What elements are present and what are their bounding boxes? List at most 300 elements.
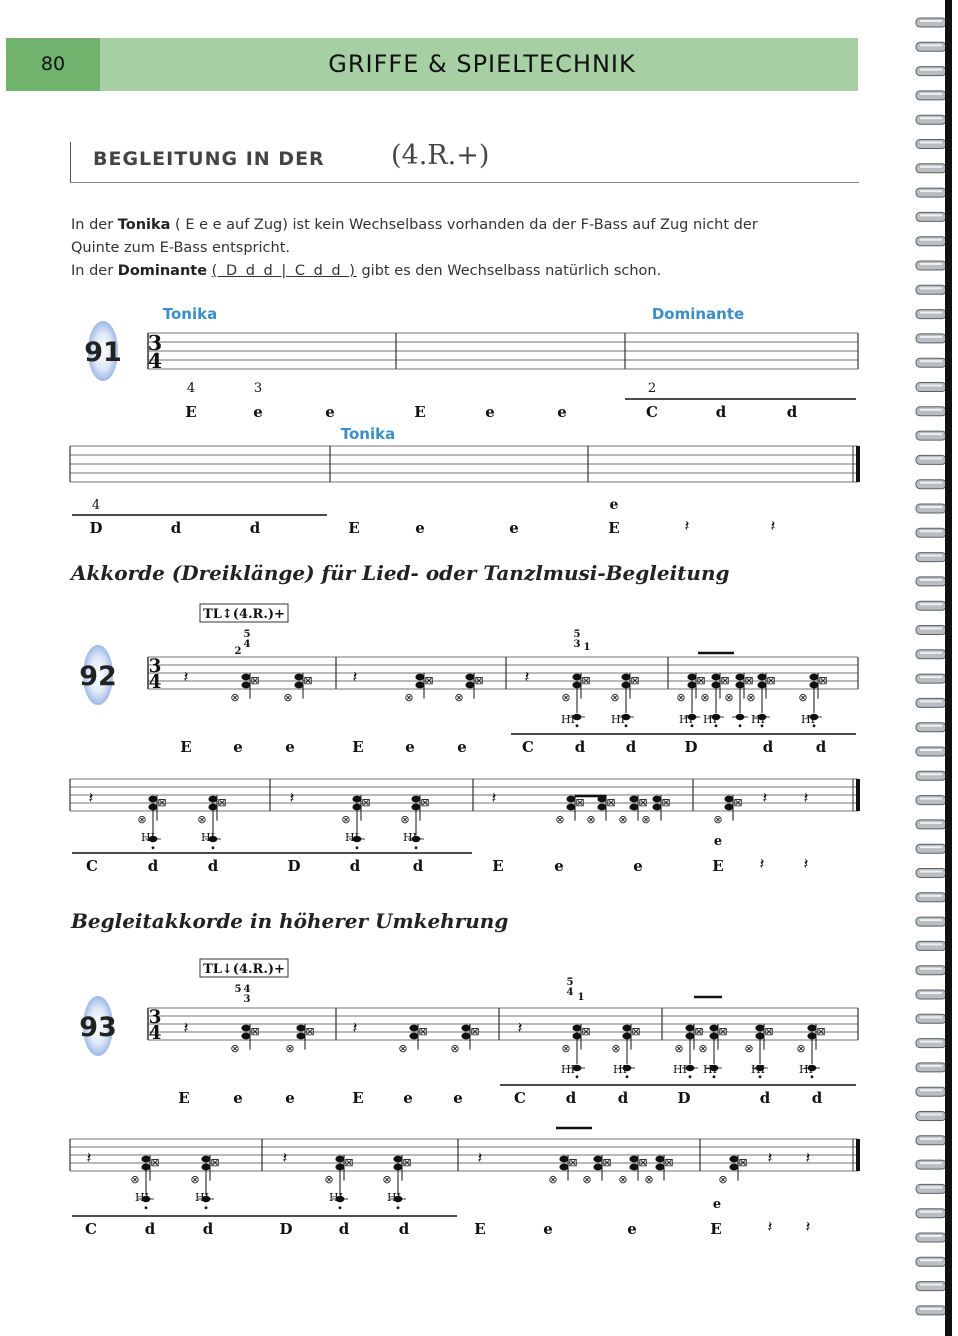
hi-label: HI — [751, 1063, 765, 1076]
finger-number: 5 — [243, 629, 251, 640]
time-signature-bottom: 4 — [147, 349, 163, 373]
svg-text:⊠: ⊠ — [568, 1156, 578, 1169]
rest-symbol: 𝄽 — [282, 1148, 288, 1167]
rest-symbol: 𝄽 — [803, 854, 809, 873]
spiral-ring — [916, 237, 946, 246]
svg-text:⊗: ⊗ — [796, 1042, 806, 1055]
bass-label: E — [608, 519, 620, 537]
svg-text:⊠: ⊠ — [420, 796, 430, 809]
chord-note — [230, 673, 259, 704]
rest-symbol: 𝄽 — [352, 667, 358, 686]
bass-label: d — [625, 738, 637, 756]
bass-label: e — [453, 1089, 463, 1107]
spiral-ring — [916, 480, 946, 489]
track-number: 93 — [79, 1012, 117, 1043]
rest-symbol: 𝄽 — [770, 516, 776, 535]
intro-line-2: Quinte zum E-Bass entspricht. — [71, 240, 291, 256]
track-number: 92 — [79, 661, 117, 692]
finger-number: 4 — [186, 381, 196, 396]
bass-label: d — [338, 1220, 350, 1238]
hi-label: HI — [679, 713, 693, 726]
spiral-ring — [916, 747, 946, 756]
svg-text:⊗: ⊗ — [718, 1173, 728, 1186]
finger-number: 5 — [573, 629, 581, 640]
bass-label: E — [185, 403, 197, 421]
svg-text:⊗: ⊗ — [130, 1173, 140, 1186]
spiral-ring — [916, 67, 946, 76]
svg-text:⊗: ⊗ — [548, 1173, 558, 1186]
hi-label: HI — [751, 713, 765, 726]
time-signature-top: 3 — [148, 1007, 162, 1028]
hi-label: HI — [345, 831, 359, 844]
hi-label: HI — [801, 713, 815, 726]
spiral-ring — [916, 698, 946, 707]
svg-text:⊠: ⊠ — [664, 1156, 674, 1169]
bass-label: d — [786, 403, 798, 421]
rest-symbol: 𝄽 — [477, 1148, 483, 1167]
spiral-ring — [916, 577, 946, 586]
bass-label: D — [279, 1220, 293, 1238]
spiral-ring — [916, 650, 946, 659]
bass-label: d — [144, 1220, 156, 1238]
svg-text:⊠: ⊠ — [720, 674, 730, 687]
staff-91-row1 — [148, 333, 858, 369]
svg-text:⊠: ⊠ — [305, 1025, 315, 1038]
svg-text:⊗: ⊗ — [285, 1042, 295, 1055]
spiral-ring — [916, 869, 946, 878]
chord-note — [555, 795, 584, 826]
bass-label: e — [554, 857, 564, 875]
finger-number: 3 — [253, 381, 263, 396]
bass-label: d — [617, 1089, 629, 1107]
bass-label: e — [233, 738, 243, 756]
spiral-ring — [916, 504, 946, 513]
hi-label: HI — [329, 1191, 343, 1204]
svg-text:⊗: ⊗ — [744, 1042, 754, 1055]
final-barline — [856, 446, 860, 482]
spiral-ring — [916, 334, 946, 343]
bass-label-e: e — [609, 497, 619, 513]
bass-label: e — [285, 1089, 295, 1107]
svg-text:⊗: ⊗ — [230, 691, 240, 704]
bass-label: E — [352, 1089, 364, 1107]
svg-text:⊗: ⊗ — [724, 691, 734, 704]
spiral-ring — [916, 1087, 946, 1096]
svg-text:⊗: ⊗ — [610, 691, 620, 704]
svg-text:⊗: ⊗ — [674, 1042, 684, 1055]
spiral-ring — [916, 1209, 946, 1218]
intro-line-3: In der Dominante ( D d d | C d d ) gibt es den Wechselbass natürlich schon. — [71, 263, 662, 279]
spiral-ring — [916, 820, 946, 829]
rest-symbol: 𝄽 — [767, 1217, 773, 1236]
bass-label: d — [398, 1220, 410, 1238]
bass-label: E — [712, 857, 724, 875]
chord-note — [450, 1024, 479, 1055]
finger-number: 4 — [566, 987, 574, 998]
svg-text:⊠: ⊠ — [150, 1156, 160, 1169]
spiral-ring — [916, 358, 946, 367]
svg-text:⊗: ⊗ — [400, 813, 410, 826]
spiral-ring — [916, 261, 946, 270]
bass-label: d — [815, 738, 827, 756]
chord-note — [718, 1155, 747, 1186]
svg-text:⊠: ⊠ — [602, 1156, 612, 1169]
spiral-ring — [916, 455, 946, 464]
svg-text:⊗: ⊗ — [324, 1173, 334, 1186]
svg-text:⊠: ⊠ — [694, 1025, 704, 1038]
svg-text:⊠: ⊠ — [581, 674, 591, 687]
svg-text:⊗: ⊗ — [644, 1173, 654, 1186]
svg-text:⊗: ⊗ — [450, 1042, 460, 1055]
bass-label: e — [627, 1220, 637, 1238]
spiral-ring — [916, 1184, 946, 1193]
finger-number: 3 — [573, 639, 581, 650]
spiral-ring — [916, 310, 946, 319]
svg-text:⊠: ⊠ — [816, 1025, 826, 1038]
spiral-ring — [916, 1306, 946, 1315]
spiral-ring — [916, 1039, 946, 1048]
spiral-ring — [916, 140, 946, 149]
staff-91-row2 — [70, 446, 858, 482]
rest-symbol: 𝄽 — [86, 1148, 92, 1167]
finger-number: 4 — [243, 639, 251, 650]
svg-text:⊗: ⊗ — [798, 691, 808, 704]
svg-text:⊗: ⊗ — [190, 1173, 200, 1186]
spiral-ring — [916, 18, 946, 27]
chord-note — [230, 1024, 259, 1055]
bass-label-e: e — [712, 1197, 722, 1212]
svg-text:⊠: ⊠ — [718, 1025, 728, 1038]
svg-text:⊠: ⊠ — [581, 1025, 591, 1038]
svg-text:⊗: ⊗ — [341, 813, 351, 826]
hi-label: HI — [799, 1063, 813, 1076]
spiral-ring — [916, 42, 946, 51]
spiral-ring — [916, 164, 946, 173]
spiral-ring — [916, 115, 946, 124]
chord-note — [582, 1155, 611, 1186]
bass-label: d — [811, 1089, 823, 1107]
rest-symbol: 𝄽 — [183, 1018, 189, 1037]
bass-label: C — [514, 1089, 526, 1107]
finger-number: 2 — [647, 381, 657, 396]
hi-label: HI — [141, 831, 155, 844]
spiral-ring — [916, 941, 946, 950]
svg-text:⊗: ⊗ — [283, 691, 293, 704]
hi-label: HI — [387, 1191, 401, 1204]
svg-text:⊠: ⊠ — [361, 796, 371, 809]
finger-number: 2 — [234, 646, 242, 657]
hi-label: HI — [201, 831, 215, 844]
spiral-ring — [916, 674, 946, 683]
spiral-ring — [916, 1136, 946, 1145]
spiral-ring — [916, 553, 946, 562]
bass-label: d — [202, 1220, 214, 1238]
chord-note — [454, 673, 483, 704]
svg-text:⊠: ⊠ — [157, 796, 167, 809]
label-dominante: Dominante — [651, 305, 745, 323]
spiral-ring — [916, 1160, 946, 1169]
spiral-ring — [916, 1063, 946, 1072]
time-signature-top: 3 — [148, 656, 162, 677]
spiral-ring — [916, 1282, 946, 1291]
rest-symbol: 𝄽 — [352, 1018, 358, 1037]
svg-text:⊠: ⊠ — [696, 674, 706, 687]
rest-symbol: 𝄽 — [805, 1217, 811, 1236]
svg-text:⊗: ⊗ — [197, 813, 207, 826]
svg-text:⊠: ⊠ — [766, 674, 776, 687]
bass-label: e — [509, 519, 519, 537]
bass-label: C — [522, 738, 534, 756]
svg-text:⊠: ⊠ — [738, 1156, 748, 1169]
svg-text:⊠: ⊠ — [250, 1025, 260, 1038]
rest-symbol: 𝄽 — [289, 788, 295, 807]
spiral-ring — [916, 966, 946, 975]
spiral-ring — [916, 407, 946, 416]
chord-note — [713, 795, 742, 826]
svg-text:⊠: ⊠ — [744, 674, 754, 687]
final-barline — [856, 779, 860, 811]
svg-text:⊗: ⊗ — [746, 691, 756, 704]
spiral-ring — [916, 893, 946, 902]
spiral-ring — [916, 917, 946, 926]
label-tonika: Tonika — [162, 305, 218, 323]
hi-label: HI — [613, 1063, 627, 1076]
bass-label: d — [574, 738, 586, 756]
bass-label: E — [178, 1089, 190, 1107]
svg-text:⊗: ⊗ — [676, 691, 686, 704]
rest-symbol: 𝄽 — [491, 788, 497, 807]
svg-text:⊗: ⊗ — [713, 813, 723, 826]
svg-text:⊠: ⊠ — [217, 796, 227, 809]
section-title-prefix: BEGLEITUNG IN DER — [93, 148, 325, 170]
spiral-ring — [916, 431, 946, 440]
track-number: 91 — [84, 337, 122, 368]
svg-text:⊠: ⊠ — [210, 1156, 220, 1169]
svg-text:⊠: ⊠ — [733, 796, 743, 809]
bass-label: C — [85, 1220, 97, 1238]
spiral-ring — [916, 844, 946, 853]
bass-label: E — [348, 519, 360, 537]
rest-symbol: 𝄽 — [803, 788, 809, 807]
bass-label: E — [492, 857, 504, 875]
spiral-ring — [916, 1014, 946, 1023]
chord-note — [283, 673, 312, 704]
page-edge — [945, 0, 952, 1336]
bass-label: d — [412, 857, 424, 875]
bass-label: e — [233, 1089, 243, 1107]
chord-note — [586, 795, 615, 826]
bass-label: d — [565, 1089, 577, 1107]
chord-note — [644, 1155, 673, 1186]
bass-label: d — [170, 519, 182, 537]
bass-label: d — [207, 857, 219, 875]
spiral-ring — [916, 528, 946, 537]
bass-label: E — [710, 1220, 722, 1238]
bass-label: D — [89, 519, 103, 537]
svg-text:⊗: ⊗ — [641, 813, 651, 826]
hi-label: HI — [703, 1063, 717, 1076]
finger-number: 4 — [91, 498, 101, 513]
finger-number: 1 — [577, 992, 585, 1003]
section-title-suffix: (4.R.+) — [391, 140, 490, 171]
svg-text:⊠: ⊠ — [250, 674, 260, 687]
svg-text:⊠: ⊠ — [418, 1025, 428, 1038]
bass-label: d — [762, 738, 774, 756]
bass-label: e — [325, 403, 335, 421]
svg-text:⊠: ⊠ — [470, 1025, 480, 1038]
svg-text:⊠: ⊠ — [474, 674, 484, 687]
label-tonika-2: Tonika — [340, 425, 396, 443]
svg-text:⊗: ⊗ — [230, 1042, 240, 1055]
subtitle-chords: Akkorde (Dreiklänge) für Lied- oder Tanzlmusi-Begleitung — [71, 561, 730, 585]
cd-track-badge — [79, 645, 117, 705]
svg-text:⊠: ⊠ — [661, 796, 671, 809]
bass-label: e — [403, 1089, 413, 1107]
spiral-ring — [916, 796, 946, 805]
spiral-ring — [916, 285, 946, 294]
bass-label: d — [349, 857, 361, 875]
spiral-ring — [916, 212, 946, 221]
hi-label: HI — [135, 1191, 149, 1204]
svg-text:⊗: ⊗ — [561, 1042, 571, 1055]
rest-symbol: 𝄽 — [759, 854, 765, 873]
cd-track-badge — [79, 996, 117, 1056]
svg-text:⊗: ⊗ — [586, 813, 596, 826]
bass-label: C — [646, 403, 658, 421]
page-number: 80 — [6, 38, 100, 91]
hi-label: HI — [611, 713, 625, 726]
time-signature-bottom: 4 — [148, 672, 162, 693]
bass-label: e — [457, 738, 467, 756]
bass-label: e — [485, 403, 495, 421]
svg-text:⊗: ⊗ — [137, 813, 147, 826]
hi-label: HI — [561, 713, 575, 726]
svg-text:⊠: ⊠ — [402, 1156, 412, 1169]
bass-label: e — [415, 519, 425, 537]
registration-label: TL↓(4.R.)+ — [203, 962, 285, 977]
spiral-ring — [916, 1257, 946, 1266]
rest-symbol: 𝄽 — [762, 788, 768, 807]
chord-note — [398, 1024, 427, 1055]
bass-label: e — [253, 403, 263, 421]
svg-text:⊠: ⊠ — [638, 796, 648, 809]
bass-label: d — [249, 519, 261, 537]
chord-note — [548, 1155, 577, 1186]
hi-label: HI — [673, 1063, 687, 1076]
rest-symbol: 𝄽 — [183, 667, 189, 686]
bass-label: C — [86, 857, 98, 875]
bass-label: D — [677, 1089, 691, 1107]
subtitle-inversion: Begleitakkorde in höherer Umkehrung — [71, 909, 509, 933]
rest-symbol: 𝄽 — [88, 788, 94, 807]
svg-text:⊠: ⊠ — [303, 674, 313, 687]
hi-label: HI — [703, 713, 717, 726]
bass-label: E — [474, 1220, 486, 1238]
intro-line-1: In der Tonika ( E e e auf Zug) ist kein Wechselbass vorhanden da der F-Bass auf Zug nicht der — [71, 217, 758, 233]
svg-text:⊗: ⊗ — [398, 1042, 408, 1055]
time-signature-bottom: 4 — [148, 1023, 162, 1044]
bass-label: e — [405, 738, 415, 756]
final-barline — [856, 1139, 860, 1171]
hi-label: HI — [195, 1191, 209, 1204]
chord-note — [618, 1155, 647, 1186]
spiral-ring — [916, 383, 946, 392]
spiral-ring — [916, 1233, 946, 1242]
rest-symbol: 𝄽 — [805, 1148, 811, 1167]
hi-label: HI — [561, 1063, 575, 1076]
bass-label: D — [684, 738, 698, 756]
bass-label: d — [715, 403, 727, 421]
bass-label: D — [287, 857, 301, 875]
chord-note — [285, 1024, 314, 1055]
finger-number: 5 — [234, 984, 242, 995]
svg-text:⊗: ⊗ — [618, 813, 628, 826]
spiral-ring — [916, 771, 946, 780]
rest-symbol: 𝄽 — [517, 1018, 523, 1037]
svg-text:⊗: ⊗ — [555, 813, 565, 826]
bass-label: e — [557, 403, 567, 421]
svg-text:⊠: ⊠ — [606, 796, 616, 809]
svg-text:⊗: ⊗ — [618, 1173, 628, 1186]
svg-text:⊠: ⊠ — [764, 1025, 774, 1038]
registration-label: TL↕(4.R.)+ — [203, 607, 285, 622]
svg-text:⊗: ⊗ — [611, 1042, 621, 1055]
rest-symbol: 𝄽 — [767, 1148, 773, 1167]
bass-label: E — [352, 738, 364, 756]
svg-text:⊗: ⊗ — [454, 691, 464, 704]
svg-text:⊠: ⊠ — [424, 674, 434, 687]
spiral-ring — [916, 723, 946, 732]
bass-label: e — [285, 738, 295, 756]
svg-text:⊠: ⊠ — [638, 1156, 648, 1169]
svg-text:⊗: ⊗ — [582, 1173, 592, 1186]
spiral-ring — [916, 990, 946, 999]
spiral-ring — [916, 91, 946, 100]
cd-track-badge — [84, 321, 122, 381]
spiral-ring — [916, 188, 946, 197]
bass-label: e — [633, 857, 643, 875]
finger-number: 1 — [583, 642, 591, 653]
spiral-ring — [916, 1112, 946, 1121]
hi-label: HI — [403, 831, 417, 844]
spiral-ring — [916, 601, 946, 610]
bass-label-e: e — [713, 834, 723, 849]
finger-number: 3 — [243, 994, 251, 1005]
svg-text:⊠: ⊠ — [631, 1025, 641, 1038]
bass-label: E — [180, 738, 192, 756]
finger-number: 4 — [243, 984, 251, 995]
svg-text:⊠: ⊠ — [344, 1156, 354, 1169]
bass-label: E — [414, 403, 426, 421]
chord-note — [404, 673, 433, 704]
svg-text:⊗: ⊗ — [700, 691, 710, 704]
svg-text:⊠: ⊠ — [575, 796, 585, 809]
bass-label: d — [759, 1089, 771, 1107]
svg-text:⊠: ⊠ — [630, 674, 640, 687]
rest-symbol: 𝄽 — [684, 516, 690, 535]
rest-symbol: 𝄽 — [524, 667, 530, 686]
bass-label: e — [543, 1220, 553, 1238]
spiral-binding — [912, 0, 952, 1336]
svg-text:⊠: ⊠ — [818, 674, 828, 687]
spiral-ring — [916, 626, 946, 635]
svg-text:⊗: ⊗ — [698, 1042, 708, 1055]
svg-text:⊗: ⊗ — [561, 691, 571, 704]
bass-label: d — [147, 857, 159, 875]
svg-text:⊗: ⊗ — [404, 691, 414, 704]
time-signature-top: 3 — [147, 331, 163, 355]
finger-number: 5 — [566, 977, 574, 988]
